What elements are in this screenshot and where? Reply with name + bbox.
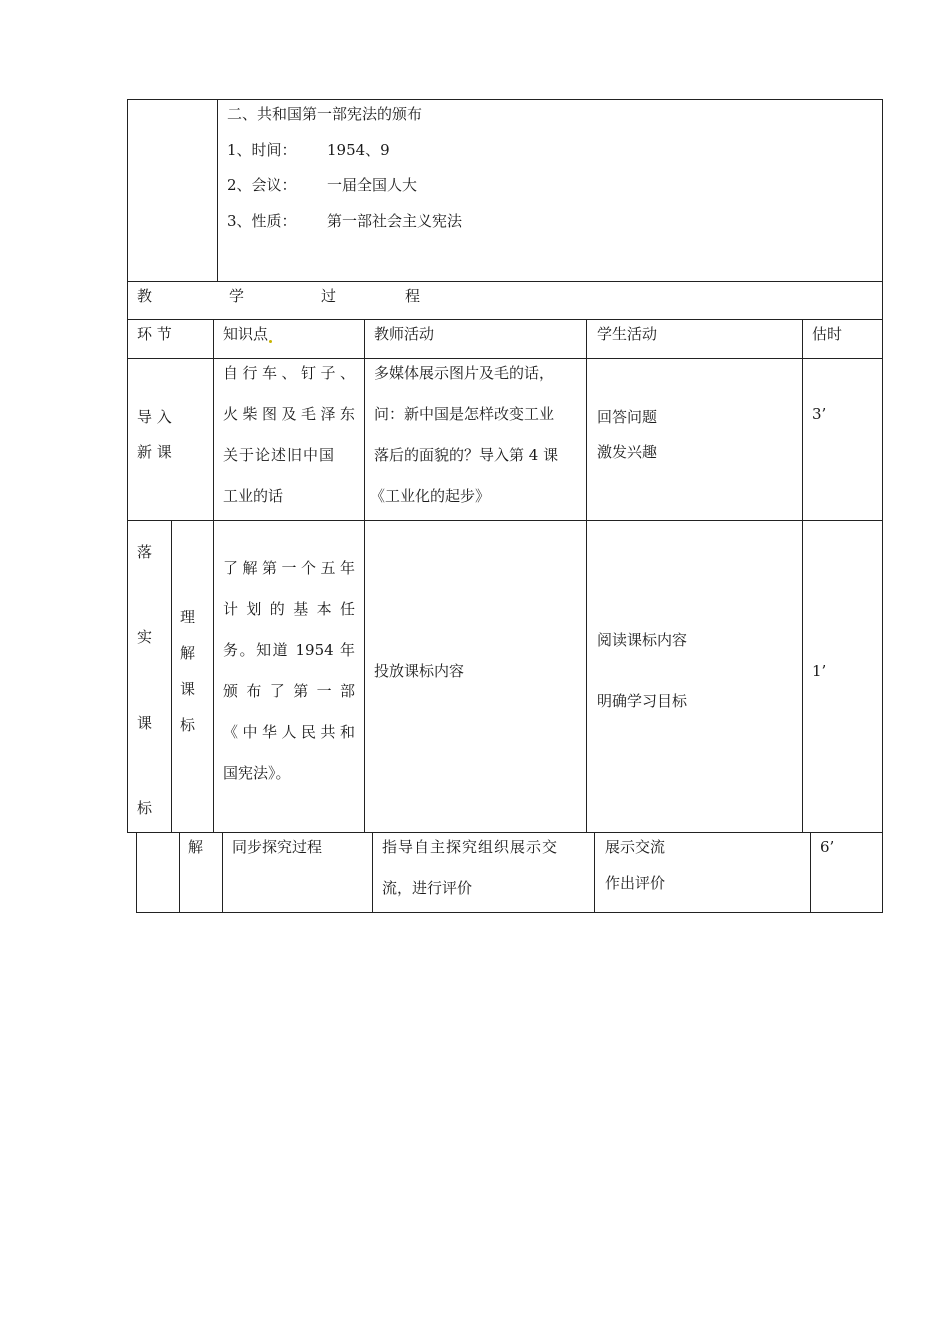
teacher-line: 流，进行评价 <box>382 879 473 897</box>
time-estimate: 1’ <box>812 662 827 680</box>
knowledge-line: 同步探究过程 <box>232 838 323 856</box>
knowledge-line: 国宪法》。 <box>223 764 291 782</box>
sub-stage-char: 解 <box>180 644 196 662</box>
item-label: 1、时间： <box>227 141 297 159</box>
sub-stage-char: 标 <box>180 716 196 734</box>
student-line: 回答问题 <box>597 408 658 426</box>
knowledge-line: 关于论述旧中国 <box>223 446 336 464</box>
student-line: 作出评价 <box>605 874 666 892</box>
knowledge-line: 火柴图及毛泽东 <box>223 405 355 423</box>
header-student: 学生活动 <box>597 325 658 343</box>
header-knowledge: 知识点 <box>223 324 272 344</box>
item-label: 2、会议： <box>227 176 297 194</box>
stage-char: 标 <box>137 799 153 817</box>
item-value: 第一部社会主义宪法 <box>327 212 463 230</box>
teacher-line: 投放课标内容 <box>374 662 465 680</box>
stage-label: 新 课 <box>137 443 172 461</box>
item-label: 3、性质： <box>227 212 297 230</box>
knowledge-line: 务。知道 1954 年 <box>223 641 355 659</box>
teacher-line: 指导自主探究组织展示交 <box>382 838 559 856</box>
stage-char: 落 <box>137 543 153 561</box>
teacher-line: 《工业化的起步》 <box>370 487 491 505</box>
sub-stage-char: 课 <box>180 680 196 698</box>
teacher-line: 落后的面貌的？导入第 4 课 <box>374 446 559 464</box>
student-line: 展示交流 <box>605 838 666 856</box>
item-value: 1954、9 <box>327 141 390 159</box>
teacher-line: 多媒体展示图片及毛的话， <box>374 364 555 382</box>
student-line: 阅读课标内容 <box>597 631 688 649</box>
knowledge-line: 《中华人民共和 <box>223 723 355 741</box>
time-estimate: 6’ <box>820 838 835 856</box>
knowledge-line: 工业的话 <box>223 487 284 505</box>
knowledge-line: 了解第一个五年 <box>223 559 355 577</box>
student-line: 明确学习目标 <box>597 692 688 710</box>
section-heading: 二、共和国第一部宪法的颁布 <box>227 105 423 123</box>
sub-stage-char: 理 <box>180 608 196 626</box>
time-estimate: 3’ <box>812 405 827 423</box>
knowledge-line: 自行车、钉子、 <box>223 364 355 382</box>
stage-char: 实 <box>137 628 153 646</box>
student-line: 激发兴趣 <box>597 443 658 461</box>
knowledge-line: 计划的基本任 <box>223 600 355 618</box>
item-value: 一届全国人大 <box>327 176 418 194</box>
header-stage: 环 节 <box>137 325 172 343</box>
header-teacher: 教师活动 <box>374 325 435 343</box>
sub-stage-char: 解 <box>188 838 204 856</box>
header-time: 估时 <box>812 325 843 343</box>
teacher-line: 问：新中国是怎样改变工业 <box>374 405 555 423</box>
knowledge-line: 颁布了第一部 <box>223 682 355 700</box>
stage-label: 导 入 <box>137 408 172 426</box>
stage-char: 课 <box>137 714 153 732</box>
